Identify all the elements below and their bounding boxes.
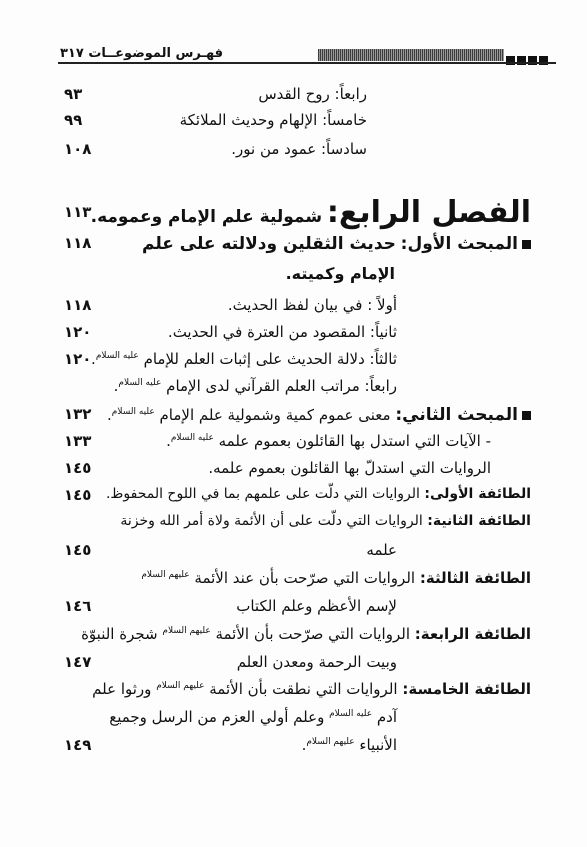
section-heading (142, 234, 531, 254)
entry-text: - الآيات التي استدل بها القائلون بعموم علمه $^{عليه السلام}$. (166, 432, 491, 450)
honorific-mark: عليه السلام (118, 378, 162, 388)
entry-text: رابعاً: مراتب العلم القرآني لدى الإمام $^{عليه السلام}$. (113, 377, 397, 395)
page-number: ١٤٦ (64, 597, 92, 615)
honorific-mark: عليه السلام (329, 709, 373, 719)
entry-text: أولاً : في بيان لفظ الحديث. (227, 296, 397, 314)
page-number: ١١٣ (64, 203, 92, 221)
entry-text: وبيت الرحمة ومعدن العلم (236, 653, 397, 671)
page-number: ١٤٩ (64, 736, 92, 754)
page-number: ١٤٥ (64, 486, 92, 504)
section-label: المبحث الأول: (400, 234, 518, 254)
page-number: ١١٨ (64, 296, 92, 314)
page-number: ١٢٠ (64, 323, 92, 341)
group-label: الطائفة الثالثة: (419, 569, 531, 587)
running-header-title: فهـرس الموضوعــات ٣١٧ (60, 46, 224, 61)
page-number: ١٤٧ (64, 653, 92, 671)
page-number: ١٣٣ (64, 432, 92, 450)
chapter-heading (91, 195, 531, 230)
bullet-square (522, 411, 531, 420)
chapter-title: شمولية علم الإمام وعمومه. (90, 207, 323, 227)
page-number: ١٤٥ (64, 541, 92, 559)
group-label: الطائفة الرابعة: (414, 625, 531, 643)
header-square-ornaments (506, 50, 556, 60)
section-heading: المبحث الثاني: معنى عموم كمية وشمولية علم الإمام $^{عليه السلام}$. (107, 405, 531, 425)
entry-text: سادساً: عمود من نور. (231, 140, 367, 158)
group-label: الطائفة الخامسة: (402, 680, 531, 698)
page-number: ١٢٠ (64, 350, 92, 368)
entry-text: خامساً: الإلهام وحديث الملائكة (179, 111, 367, 129)
chapter-label: الفصل الرابع: (326, 195, 531, 230)
honorific-mark: عليه السلام (111, 407, 155, 417)
entry-text: الطائفة الأولى: الروايات التي دلّت على علمهم بما في اللوح المحفوظ. (105, 486, 531, 502)
page-number: ١٣٢ (64, 405, 92, 423)
entry-text: علمه (366, 541, 397, 559)
honorific-mark: عليهم السلام (306, 737, 355, 747)
section-title: حديث الثقلين ودلالته على علم (141, 234, 396, 254)
entry-text: آدم $^{عليه السلام}$ وعلم أولي العزم من الرسل وجميع (109, 708, 397, 726)
entry-text: الروايات التي استدلّ بها القائلون بعموم علمه. (208, 459, 491, 477)
entry-text: الطائفة الرابعة: الروايات التي صرّحت بأن الأئمة $^{عليهم السلام}$ شجرة النبوّة (81, 625, 531, 643)
group-label: الطائفة الأولى: (424, 486, 531, 502)
entry-text: الطائفة الثانية: الروايات التي دلّت على أن الأئمة ولاة أمر الله وخزنة (120, 513, 531, 529)
honorific-mark: عليه السلام (95, 351, 139, 361)
honorific-mark: عليه السلام (170, 433, 214, 443)
entry-text: الطائفة الثالثة: الروايات التي صرّحت بأن عند الأئمة $^{عليهم السلام}$ (141, 569, 531, 587)
header-rule (58, 62, 556, 64)
page-number: ١٤٥ (64, 459, 92, 477)
entry-text: الإمام وكميته. (285, 264, 395, 283)
page-number: ٩٩ (64, 111, 83, 129)
honorific-mark: عليهم السلام (156, 681, 205, 691)
entry-text: ثالثاً: دلالة الحديث على إثبات العلم للإمام $^{عليه السلام}$. (91, 350, 397, 368)
entry-text: الطائفة الخامسة: الروايات التي نطقت بأن الأئمة $^{عليهم السلام}$ ورثوا علم (92, 680, 531, 698)
section-label: المبحث الثاني: (395, 405, 518, 425)
honorific-mark: عليهم السلام (141, 570, 190, 580)
entry-text: رابعاً: روح القدس (258, 85, 367, 103)
page-number: ١٠٨ (64, 140, 92, 158)
honorific-mark: عليهم السلام (162, 626, 211, 636)
group-label: الطائفة الثانية: (427, 513, 531, 529)
header-ornament-band (318, 49, 504, 61)
entry-text: لإسم الأعظم وعلم الكتاب (236, 597, 397, 615)
entry-text: الأنبياء $^{عليهم السلام}$. (301, 736, 397, 754)
entry-text: ثانياً: المقصود من العترة في الحديث. (167, 323, 397, 341)
bullet-square (522, 240, 531, 249)
page-number: ١١٨ (64, 234, 92, 252)
page-number: ٩٣ (64, 85, 83, 103)
